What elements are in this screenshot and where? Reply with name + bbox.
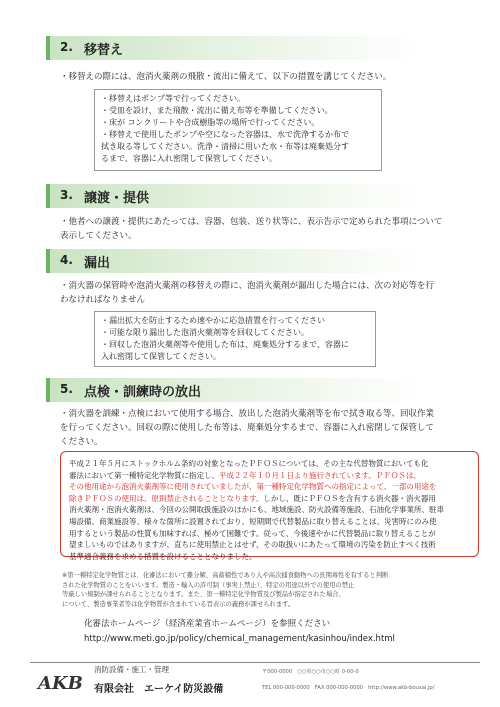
section-4-box-line: ・回収した泡消火薬剤等や使用した布は、廃棄処分するまで、容器に xyxy=(101,340,349,349)
reference-link-title: 化審法ホームページ（経済産業省ホームページ）を参照ください xyxy=(84,619,331,629)
section-3-number: 3. xyxy=(60,188,73,202)
section-5-heading xyxy=(46,378,420,402)
section-3-body xyxy=(60,215,472,243)
notice-highlight: 除きＰＦＯＳの使用は、原則禁止されることとなります。 xyxy=(69,493,264,503)
section-4-box xyxy=(94,311,376,367)
section-5-line: を行ってください。回収の際に使用した布等は、廃棄処分するまで、容器に入れ密閉して保管して xyxy=(60,423,434,433)
notice-line xyxy=(69,470,470,482)
section-2-box-line: ・移替えで使用したポンプや空になった容器は、水で洗浄するか布で xyxy=(101,130,349,139)
section-2-box-line: ・受皿を設け、また飛散・流出に備え布等を準備してください。 xyxy=(101,106,333,115)
section-3-title: 譲渡・提供 xyxy=(84,191,150,206)
company-logo xyxy=(36,668,84,696)
footnote-line: ※第一種特定化学物質とは、化審法において難分解、高蓄積性であり人や高次捕食動物への長期毒性を有すると判断 xyxy=(62,572,389,579)
section-2-heading xyxy=(46,36,420,60)
section-4-box-line: ・可能な限り漏出した泡消火薬剤等を回収してください。 xyxy=(101,328,309,337)
section-5-body xyxy=(60,407,472,449)
notice-line: 望ましいものではありますが、直ちに使用禁止とはせず、その取扱いにあたって環境の汚染を防止すべく技術 xyxy=(69,540,436,550)
section-4-box-line: 入れ密閉して保管してください。 xyxy=(101,352,221,361)
notice-text: しかし、既にＰＦＯＳを含有する消火器・消火器用 xyxy=(263,493,436,503)
notice-text: 審法において第一種特定化学物質に指定し、 xyxy=(69,470,219,480)
section-2-box-line: ・移替えはポンプ等で行ってください。 xyxy=(101,94,245,103)
section-4-body xyxy=(60,279,472,307)
section-2-box-line: るまで、容器に入れ密閉して保管してください。 xyxy=(101,154,277,163)
section-2-box-line: 拭き取る等してください。洗浄・清掃に用いた水・布等は廃棄処分す xyxy=(101,142,349,151)
section-2-number: 2. xyxy=(60,40,73,54)
section-2-intro: ・移替えの際には、泡消火薬剤の飛散・流出に備えて、以下の措置を講じてください。 xyxy=(60,72,392,82)
footnote xyxy=(62,571,478,609)
reference-link-url[interactable]: http://www.meti.go.jp/policy/chemical_management/kasinhou/index.html xyxy=(84,634,395,644)
section-4-box-line: ・漏出拡大を防止するため速やかに応急措置を行ってください xyxy=(101,316,325,325)
notice-highlight: 平成２２年１０月１日より施行されています。ＰＦＯＳは、 xyxy=(219,470,421,480)
section-5-line: ください。 xyxy=(60,437,103,447)
footnote-line: された化学物質のことをいいます。製造・輸入の許可制（事実上禁止）、特定の用途以外での使用の禁止 xyxy=(62,581,355,589)
footer-divider xyxy=(30,662,480,663)
footnote-line: 等厳しい規制が課せられることとなります。また、第一種特定化学物質及び製品が指定された場合、 xyxy=(62,591,345,599)
footer-address: 〒000-0000 ○○県○○市○○町 0-00-0 xyxy=(262,669,359,675)
logo-text: AKB xyxy=(38,673,83,694)
section-4-number: 4. xyxy=(60,253,73,267)
notice-line: 用するという製品の性質も加味すれば、極めて困難です。従って、今後速やかに代替製品に取り替えることが xyxy=(69,528,436,538)
section-5-number: 5. xyxy=(60,382,73,396)
footnote-line: について、製造事業者等は化学物質が含まれている旨表示の義務が課せられます。 xyxy=(62,600,295,608)
footer-company-name: 有限会社 エーケイ防災設備 xyxy=(94,684,224,695)
notice-line: 基準適合義務を求める措置を設けることとなりました。 xyxy=(69,551,257,561)
notice-line: 場設備、商業施設等、様々な箇所に設置されており、短期間で代替製品に取り替えることは、災害時にのみ使 xyxy=(69,516,437,526)
footer-services: 消防設備・施工・管理 xyxy=(94,665,169,674)
notice-line xyxy=(69,493,470,505)
notice-line: 平成２１年５月にストックホルム条約の対象となったＰＦＯＳについては、その主な代替物質においても化 xyxy=(69,459,429,468)
pfos-notice-box xyxy=(60,451,479,561)
footer-contact: TEL 000-000-0000 FAX 000-000-0000 http://www.akb-bousai.jp/ xyxy=(262,685,435,691)
section-2-title: 移替え xyxy=(84,43,124,58)
notice-highlight-line: その他用途から泡消火薬剤等に使用されていましたが、第一種特定化学物質への指定によって、一部の用途を xyxy=(69,482,437,492)
section-4-heading xyxy=(46,249,420,273)
section-5-line: ・消火器を訓練・点検において使用する場合、放出した泡消火薬剤等を布で拭き取る等、回収作業 xyxy=(60,409,435,419)
section-4-line: ・消火器の保管時や泡消火薬剤の移替えの際に、泡消火薬剤が漏出した場合には、次の対応等を行 xyxy=(60,281,435,291)
section-2-box-line: ・床が コンクリートや合成樹脂等の場所で行ってください。 xyxy=(101,118,320,127)
notice-line: 消火薬剤・泡消火薬剤は、今回の公開取扱施設のほかにも、地域施設、防火設備等施設、石油化学事業所、駐車 xyxy=(69,505,444,515)
section-3-line: 表示してください。 xyxy=(60,231,137,241)
section-4-title: 漏出 xyxy=(84,256,111,271)
section-3-heading xyxy=(46,184,420,208)
section-3-line: ・他者への譲渡・提供にあたっては、容器、包装、送り状等に、表示告示で定められた事項について xyxy=(60,217,443,227)
section-2-box xyxy=(94,89,382,171)
section-5-title: 点検・訓練時の放出 xyxy=(84,385,202,400)
section-4-line: わなければなりません xyxy=(60,295,146,305)
